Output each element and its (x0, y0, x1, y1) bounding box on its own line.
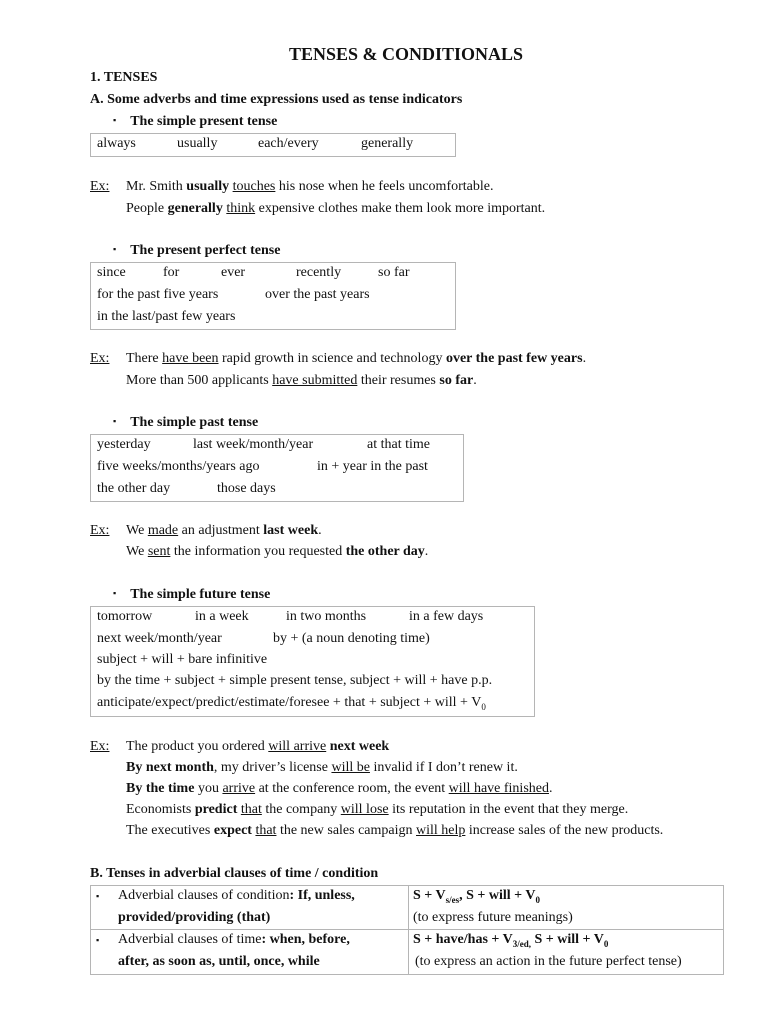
cell: tomorrow (97, 609, 153, 624)
sentence-fragment: at the conference room, the event (255, 781, 449, 796)
heading-text: The simple past tense (130, 415, 259, 430)
sentence-fragment: will arrive (268, 739, 327, 754)
sentence-fragment: S + V (413, 888, 446, 903)
clause-note: (to express an action in the future perfect tense) (415, 954, 682, 969)
section-heading-tenses: 1. TENSES (90, 70, 158, 85)
sentence-fragment: Mr. Smith (126, 179, 187, 194)
example-sentence (126, 738, 389, 756)
sentence-fragment: , my driver’s license (213, 760, 332, 775)
cell: next week/month/year (97, 631, 222, 646)
cell: last week/month/year (193, 437, 314, 452)
bullet-icon: ▪ (113, 115, 117, 125)
bullet-icon: ▪ (96, 891, 100, 901)
cell: ever (221, 265, 246, 280)
ex-label: Ex: (90, 351, 110, 366)
sentence-fragment: We (126, 523, 148, 538)
sentence-fragment: the new sales campaign (276, 823, 417, 838)
cell: since (97, 265, 126, 280)
sentence-fragment: , S + will + V (459, 888, 536, 903)
cell: recently (296, 265, 342, 280)
bullet-icon: ▪ (113, 416, 117, 426)
sentence-fragment: The product you ordered (126, 739, 269, 754)
example-sentence (126, 543, 428, 561)
clause-text: Adverbial clauses of condition (118, 888, 290, 903)
sentence-fragment: the other day (345, 544, 425, 559)
sentence-fragment: sent (147, 544, 171, 559)
clause-text: Adverbial clauses of time (118, 932, 262, 947)
sentence-fragment: Economists (126, 802, 195, 817)
subscript: 0 (481, 701, 486, 712)
heading-simple-present (113, 113, 277, 131)
cell: five weeks/months/years ago (97, 459, 260, 474)
sentence-fragment: made (147, 523, 179, 538)
clause-conjunctions: provided/providing (that) (118, 910, 271, 925)
cell: over the past years (265, 287, 370, 302)
sentence-fragment: that (240, 802, 262, 817)
cell: subject + will + bare infinitive (97, 652, 268, 667)
sentence-fragment: . (582, 351, 587, 366)
cell: for (163, 265, 180, 280)
subscript: 0 (603, 938, 609, 949)
sentence-fragment: S + will + V (531, 932, 604, 947)
cell: by the time + subject + simple present tense, subject + will + have p.p. (97, 673, 493, 688)
clauses-table (90, 885, 724, 975)
section-heading-b: B. Tenses in adverbial clauses of time / condition (90, 866, 379, 881)
clause-formula (413, 931, 608, 949)
sentence-fragment: the information you requested (170, 544, 346, 559)
sentence-fragment: will help (416, 823, 466, 838)
cell: each/every (258, 136, 319, 151)
cell: in a few days (409, 609, 484, 624)
sentence-fragment: rapid growth in science and technology (218, 351, 446, 366)
sentence-fragment: usually (186, 179, 230, 194)
subscript: s/es (445, 894, 460, 905)
heading-text: The present perfect tense (130, 243, 281, 258)
cell: by + (a noun denoting time) (273, 631, 430, 646)
sentence-fragment: . (473, 373, 477, 388)
sentence-fragment: their resumes (357, 373, 440, 388)
cell: usually (177, 136, 218, 151)
sentence-fragment: More than 500 applicants (126, 373, 273, 388)
sentence-fragment: . (424, 544, 429, 559)
sentence-fragment: By the time (126, 781, 195, 796)
sentence-fragment: you (194, 781, 223, 796)
subscript: 3/ed, (512, 938, 531, 949)
sentence-fragment: his nose when he feels uncomfortable. (275, 179, 494, 194)
sentence-fragment: last week (263, 523, 319, 538)
condition-clause-label (118, 887, 355, 905)
sentence-fragment: its reputation in the event that they merge. (388, 802, 629, 817)
sentence-fragment: predict (194, 802, 238, 817)
sentence-fragment: generally (167, 201, 223, 216)
simple-present-box (90, 133, 456, 157)
cell: so far (378, 265, 410, 280)
example-sentence (126, 522, 322, 540)
cell: in two months (286, 609, 367, 624)
sentence-fragment: the company (261, 802, 341, 817)
sentence-fragment: There (126, 351, 163, 366)
simple-past-box (90, 434, 464, 502)
cell: in + year in the past (317, 459, 428, 474)
bullet-icon: ▪ (113, 588, 117, 598)
cell: those days (217, 481, 276, 496)
sentence-fragment: . (318, 523, 322, 538)
sentence-fragment: arrive (222, 781, 256, 796)
sentence-fragment: . (548, 781, 553, 796)
ex-label: Ex: (90, 739, 110, 754)
cell: at that time (367, 437, 430, 452)
sentence-fragment: an adjustment (178, 523, 264, 538)
ex-label: Ex: (90, 179, 110, 194)
heading-text: The simple future tense (130, 587, 271, 602)
page-title: TENSES & CONDITIONALS (288, 44, 524, 64)
sentence-fragment: increase sales of the new products. (465, 823, 664, 838)
sentence-fragment: over the past few years (445, 351, 583, 366)
bullet-icon: ▪ (113, 244, 117, 254)
example-sentence (126, 759, 518, 777)
cell: in a week (195, 609, 249, 624)
clause-formula (413, 887, 540, 905)
clause-conjunctions: : when, before, (261, 932, 350, 947)
example-sentence (126, 350, 586, 368)
clause-note: (to express future meanings) (413, 910, 573, 925)
sentence-fragment: People (126, 201, 168, 216)
sentence-fragment: will have finished (448, 781, 549, 796)
heading-text: The simple present tense (130, 114, 278, 129)
heading-simple-past (113, 414, 258, 432)
sentence-fragment: expensive clothes make them look more important. (255, 201, 546, 216)
heading-simple-future (113, 586, 270, 604)
cell-text: anticipate/expect/predict/estimate/foresee + that + subject + will + V (97, 695, 482, 710)
sentence-fragment: have been (162, 351, 219, 366)
cell: generally (361, 136, 414, 151)
present-perfect-box (90, 262, 456, 330)
sentence-fragment: next week (329, 739, 390, 754)
clause-conjunctions: after, as soon as, until, once, while (118, 954, 320, 969)
cell: the other day (97, 481, 171, 496)
heading-present-perfect (113, 242, 280, 260)
table-divider (91, 929, 723, 930)
sentence-fragment: touches (232, 179, 276, 194)
sentence-fragment: will lose (340, 802, 389, 817)
example-sentence (126, 178, 493, 196)
table-divider (408, 886, 409, 974)
sentence-fragment: invalid if I don’t renew it. (369, 760, 518, 775)
sentence-fragment: have submitted (272, 373, 358, 388)
cell: yesterday (97, 437, 151, 452)
section-heading-a: A. Some adverbs and time expressions used as tense indicators (90, 92, 463, 107)
sentence-fragment: By next month (126, 760, 214, 775)
subscript: 0 (535, 894, 541, 905)
cell (97, 694, 486, 712)
sentence-fragment: The executives (126, 823, 214, 838)
simple-future-box (90, 606, 535, 717)
example-sentence (126, 200, 545, 218)
bullet-icon: ▪ (96, 935, 100, 945)
time-clause-label (118, 931, 350, 949)
sentence-fragment: think (226, 201, 256, 216)
example-sentence (126, 780, 552, 798)
clause-conjunctions: : If, unless, (289, 888, 355, 903)
example-sentence (126, 372, 477, 390)
ex-label: Ex: (90, 523, 110, 538)
cell: always (97, 136, 136, 151)
cell: for the past five years (97, 287, 219, 302)
cell: in the last/past few years (97, 309, 236, 324)
sentence-fragment: We (126, 544, 148, 559)
example-sentence (126, 822, 663, 840)
sentence-fragment: so far (439, 373, 474, 388)
sentence-fragment: S + have/has + V (413, 932, 513, 947)
sentence-fragment: expect (213, 823, 252, 838)
example-sentence (126, 801, 628, 819)
sentence-fragment: will be (331, 760, 370, 775)
sentence-fragment: that (255, 823, 277, 838)
